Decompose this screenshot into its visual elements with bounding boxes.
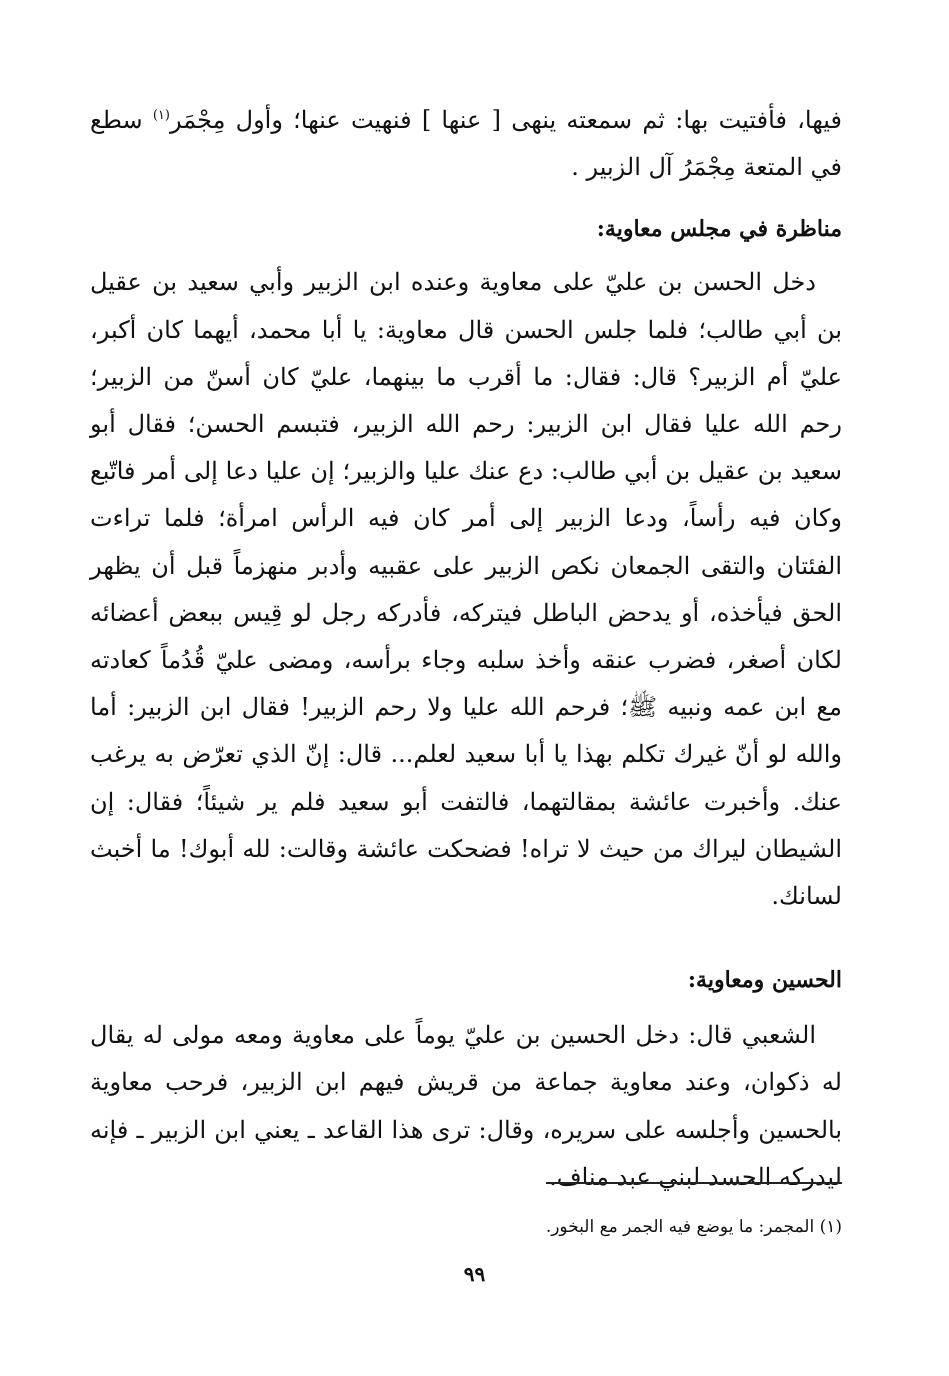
- continuation-line2: المتعة مِجْمَرُ آل الزبير .: [571, 153, 803, 182]
- section-heading-husayn: الحسين ومعاوية:: [687, 967, 842, 994]
- continuation-paragraph: [90, 92, 842, 191]
- page-number: ٩٩: [463, 1262, 486, 1286]
- continuation-line1-after: سطع في: [90, 106, 842, 182]
- continuation-line1-before: فيها، فأفتيت بها: ثم سمعته ينهى [ عنها ] فنهيت عنها؛ وأول مِجْمَر: [169, 106, 842, 134]
- section-body-husayn: الشعبي قال: دخل الحسين بن عليّ يوماً على معاوية ومعه مولى له يقال له ذكوان، وعند معاوية جماعة من قريش فيهم ابن الزبير، فرحب معاوية بالحسين وأجلسه على سريره، وقال: ترى هذا القاعد ـ يعني ابن الزبير ـ فإنه ليدركه الحسد لبني عبد مناف.: [90, 1021, 842, 1191]
- footnote-text: (١) المجمر: ما يوضع فيه الجمر مع البخور.: [545, 1217, 842, 1237]
- section-heading-debate: مناظرة في مجلس معاوية:: [596, 216, 842, 243]
- page-body: [90, 92, 842, 1201]
- footnote-marker[interactable]: (١): [152, 108, 170, 123]
- section-body-debate: دخل الحسن بن عليّ على معاوية وعنده ابن الزبير وأبي سعيد بن عقيل بن أبي طالب؛ فلما جلس الحسن قال معاوية: يا أبا محمد، أيهما كان أكبر، عليّ أم الزبير؟ قال: فقال: ما أقرب ما بينهما، عليّ كان أسنّ من الزبير؛ رحم الله عليا فقال ابن الزبير: رحم الله الزبير، فتبسم الحسن؛ فقال أبو سعيد بن عقيل بن أبي طالب: دع عنك عليا والزبير؛ إن عليا دعا إلى أمر فاتّبع وكان فيه رأساً، ودعا الزبير إلى أمر كان فيه الرأس امرأة؛ فلما تراءت الفئتان والتقى الجمعان نكص الزبير على عقبيه وأدبر منهزماً قبل أن يظهر الحق فيأخذه، أو يدحض الباطل فيتركه، فأدركه رجل لو قِيس ببعض أعضائه لكان أصغر، فضرب عنقه وأخذ سلبه وجاء برأسه، ومضى عليّ قُدُماً كعادته مع ابن عمه ونبيه ﷺ؛ فرحم الله عليا ولا رحم الزبير! فقال ابن الزبير: أما والله لو أنّ غيرك تكلم بهذا يا أبا سعيد لعلم... قال: إنّ الذي تعرّض به يرغب عنك. وأخبرت عائشة بمقالتهما، فالتفت أبو سعيد فلم ير شيئاً؛ فقال: إن الشيطان ليراك من حيث لا تراه! فضحكت عائشة وقالت: لله أبوك! ما أخبث لسانك.: [90, 268, 842, 911]
- footnote-divider: [546, 1182, 842, 1184]
